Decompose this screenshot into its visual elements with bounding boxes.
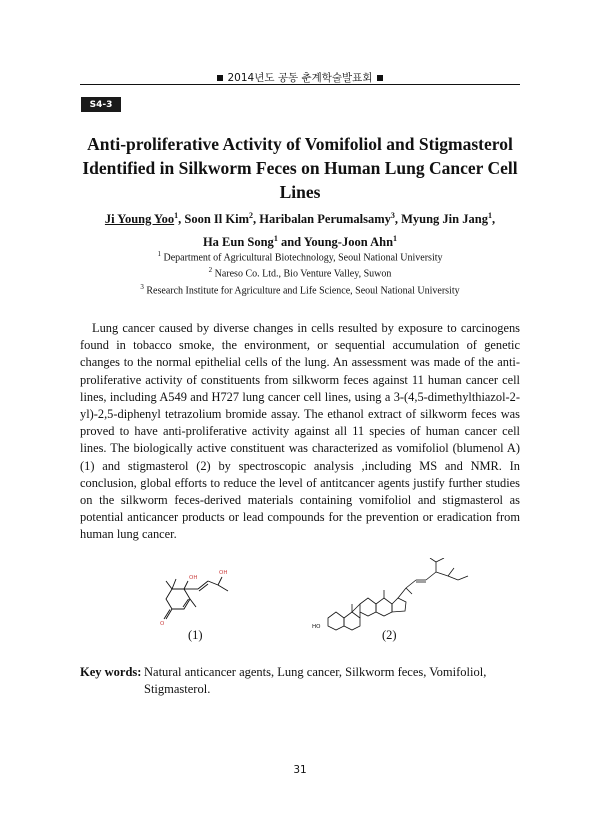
affiliation	[60, 248, 540, 264]
author-affil-sup: 1	[174, 211, 179, 220]
session-badge: S4-3	[81, 97, 121, 112]
author-affil-sup: 1	[487, 211, 492, 220]
affiliation	[60, 281, 540, 297]
author-affil-sup: 3	[390, 211, 395, 220]
author-name: Young-Joon Ahn	[303, 235, 394, 250]
affiliation-text: Department of Agricultural Biotechnology, Seoul National University	[163, 252, 443, 264]
conference-name: 2014년도 공동 춘계학술발표회	[227, 72, 373, 84]
author-list: Ji Young Yoo$^1$, Soon Il Kim$^2$, Haribalan Perumalsamy$^3$, Myung Jin Jang$^1$, Ha Eun Song$^1$ and Young-Joon Ahn$^1$	[104, 211, 496, 250]
author-affil-sup: 1	[393, 234, 398, 244]
bullet-square-icon	[217, 75, 223, 81]
page-number: 31	[293, 764, 307, 776]
carbonyl-label: O	[160, 621, 165, 627]
affiliation-sup: 2	[208, 266, 213, 275]
author-name: Ha Eun Song	[202, 235, 274, 250]
abstract-body: Lung cancer caused by diverse changes in cells resulted by exposure to carcinogens found in tobacco smoke, the environment, or sequential accumulation of genetic changes to the normal epithelial cells of the lung. An assessment was made of the anti-proliferative activity of constituents from silkworm feces against 11 human cancer cell lines, including A549 and H727 lung cancer cell lines, using a 3-(4,5-dimethylthiazol-2-yl)-2,5-diphenyl tetrazolium bromide assay. The ethanol extract of silkworm feces was proved to have anti-proliferative activity against all 11 species of human cancer cell lines. The biologically active constituent was characterized as vomifoliol (blumenol A) (1) and stigmasterol (2) by spectroscopic analysis ,including MS and NMR. In conclusion, global efforts to reduce the level of antitcancer agents justify further studies on the silkworm feces-derived materials containing vomifoliol and stigmasterol as potential anticancer products or lead compounds for the prevention or eradication from human lung cancer.	[80, 321, 520, 542]
author-name: Myung Jin Jang	[401, 212, 488, 227]
paper-title	[60, 132, 540, 204]
affiliation-sup: 1	[157, 250, 161, 258]
affiliation-text: Research Institute for Agriculture and Life Science, Seoul National University	[146, 284, 460, 296]
bullet-square-icon	[377, 75, 383, 81]
hydroxyl-label: OH	[189, 575, 198, 581]
affiliation-text: Nareso Co. Ltd., Bio Venture Valley, Suwon	[214, 268, 392, 280]
header-divider	[80, 84, 520, 85]
affiliation	[60, 264, 540, 280]
affiliation-list	[60, 248, 540, 297]
conference-header	[80, 70, 520, 85]
author-name: Ji Young Yoo	[104, 212, 175, 227]
title-line-1: Anti-proliferative Activity of Vomifoliol and Stigmasterol	[87, 134, 513, 154]
stigmasterol-structure	[308, 558, 490, 632]
keywords-label: Key words:	[80, 665, 142, 679]
hydroxyl-label: OH	[219, 570, 228, 576]
author-affil-sup: 2	[249, 211, 254, 220]
author-affil-sup: 1	[273, 234, 278, 244]
vomifoliol-structure	[152, 563, 232, 629]
title-line-2: Identified in Silkworm Feces on Human Lung Cancer Cell Lines	[82, 158, 518, 202]
keywords-text: Natural anticancer agents, Lung cancer, Silkworm feces, Vomifoliol, Stigmasterol.	[144, 665, 487, 696]
hydroxyl-label: HO	[312, 624, 321, 630]
author-name: Haribalan Perumalsamy	[259, 212, 391, 227]
affiliation-sup: 3	[140, 282, 144, 291]
author-name: Soon Il Kim	[184, 212, 250, 227]
figure-caption: (2)	[382, 628, 397, 642]
figure-caption: (1)	[188, 628, 203, 642]
